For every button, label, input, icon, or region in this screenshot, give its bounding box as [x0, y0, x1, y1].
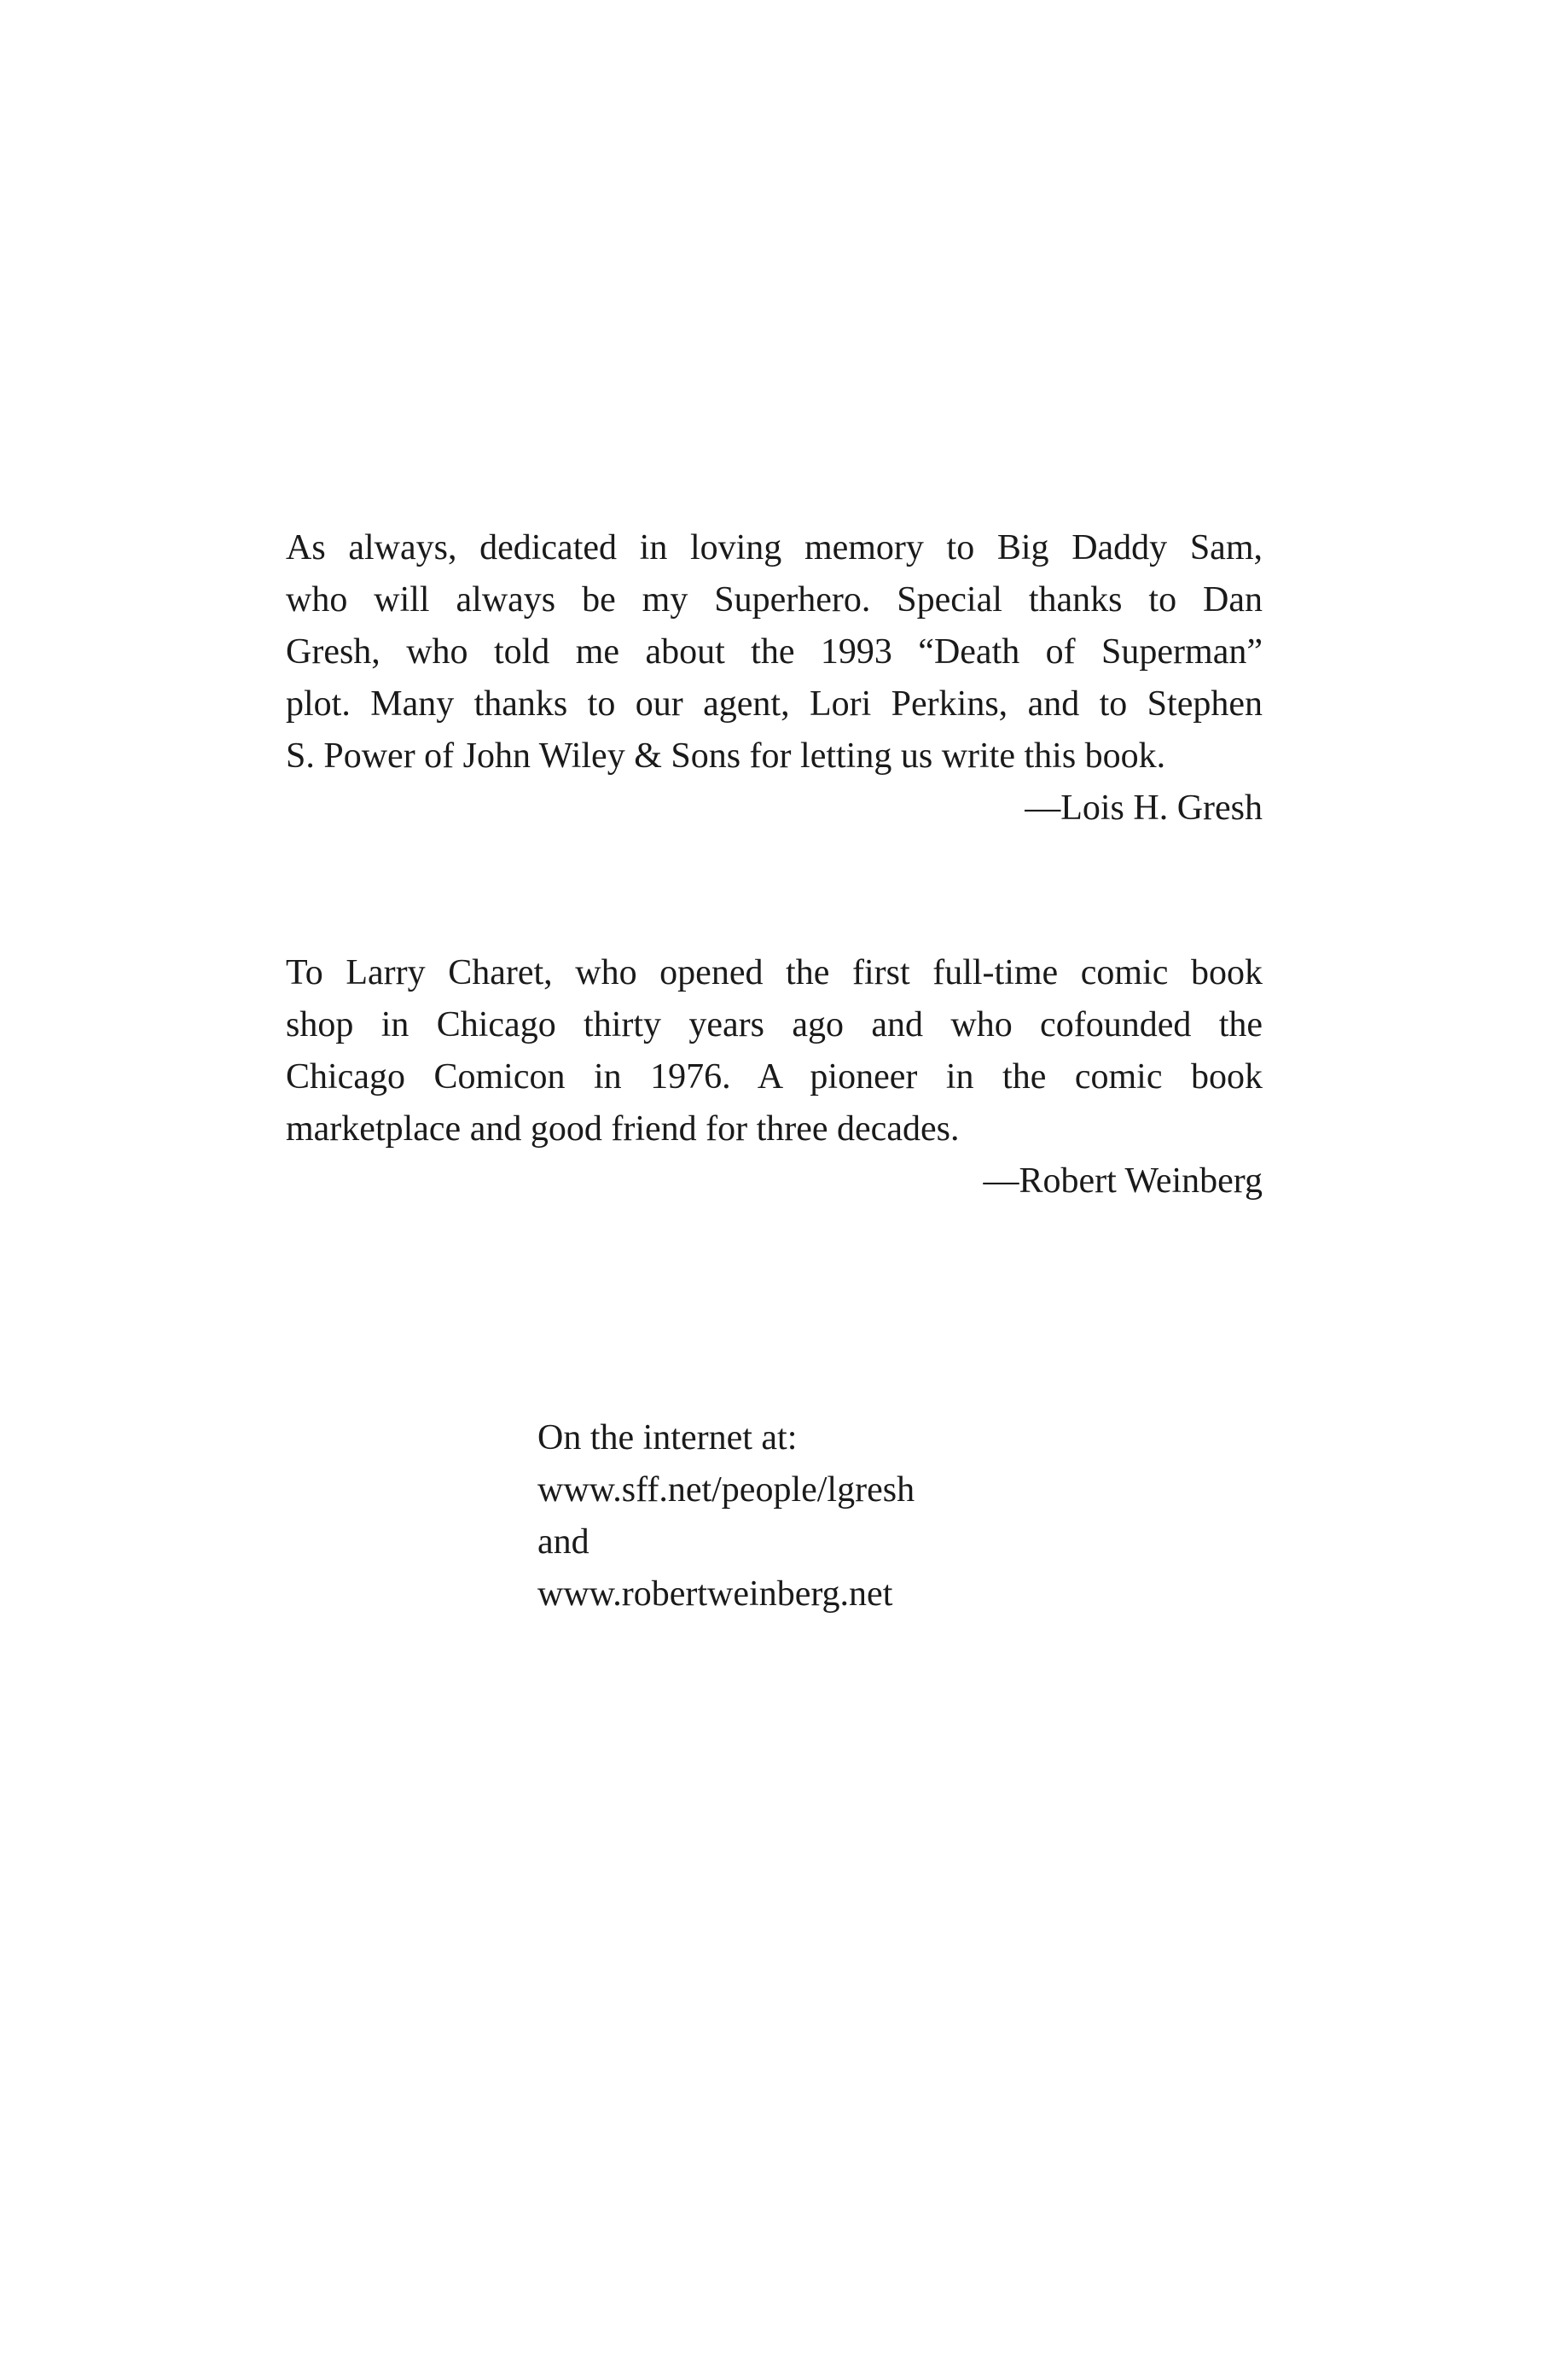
dedication-weinberg-line: shop in Chicago thirty years ago and who cofounded the — [286, 1005, 1263, 1044]
signature-weinberg: —Robert Weinberg — [983, 1161, 1263, 1201]
dedication-gresh-line: who will always be my Superhero. Special thanks to Dan — [286, 580, 1263, 620]
dedication-gresh-line: Gresh, who told me about the 1993 “Death of Superman” — [286, 632, 1263, 672]
conjunction: and — [537, 1522, 589, 1562]
internet-heading: On the internet at: — [537, 1418, 798, 1457]
dedication-weinberg-line: Chicago Comicon in 1976. A pioneer in the comic book — [286, 1057, 1263, 1097]
dedication-weinberg-line: marketplace and good friend for three decades. — [286, 1109, 960, 1149]
internet-contact — [537, 1412, 915, 1620]
url-gresh: www.sff.net/people/lgresh — [537, 1470, 915, 1510]
dedication-gresh — [286, 522, 1263, 835]
dedication-weinberg-line: To Larry Charet, who opened the first full-time comic book — [286, 953, 1263, 992]
signature-gresh: —Lois H. Gresh — [1025, 788, 1263, 828]
dedication-gresh-line: plot. Many thanks to our agent, Lori Perkins, and to Stephen — [286, 684, 1263, 724]
dedication-weinberg — [286, 947, 1263, 1207]
url-weinberg: www.robertweinberg.net — [537, 1574, 893, 1614]
dedication-gresh-line: S. Power of John Wiley & Sons for letting us write this book. — [286, 736, 1166, 776]
dedication-gresh-line: As always, dedicated in loving memory to Big Daddy Sam, — [286, 528, 1263, 567]
